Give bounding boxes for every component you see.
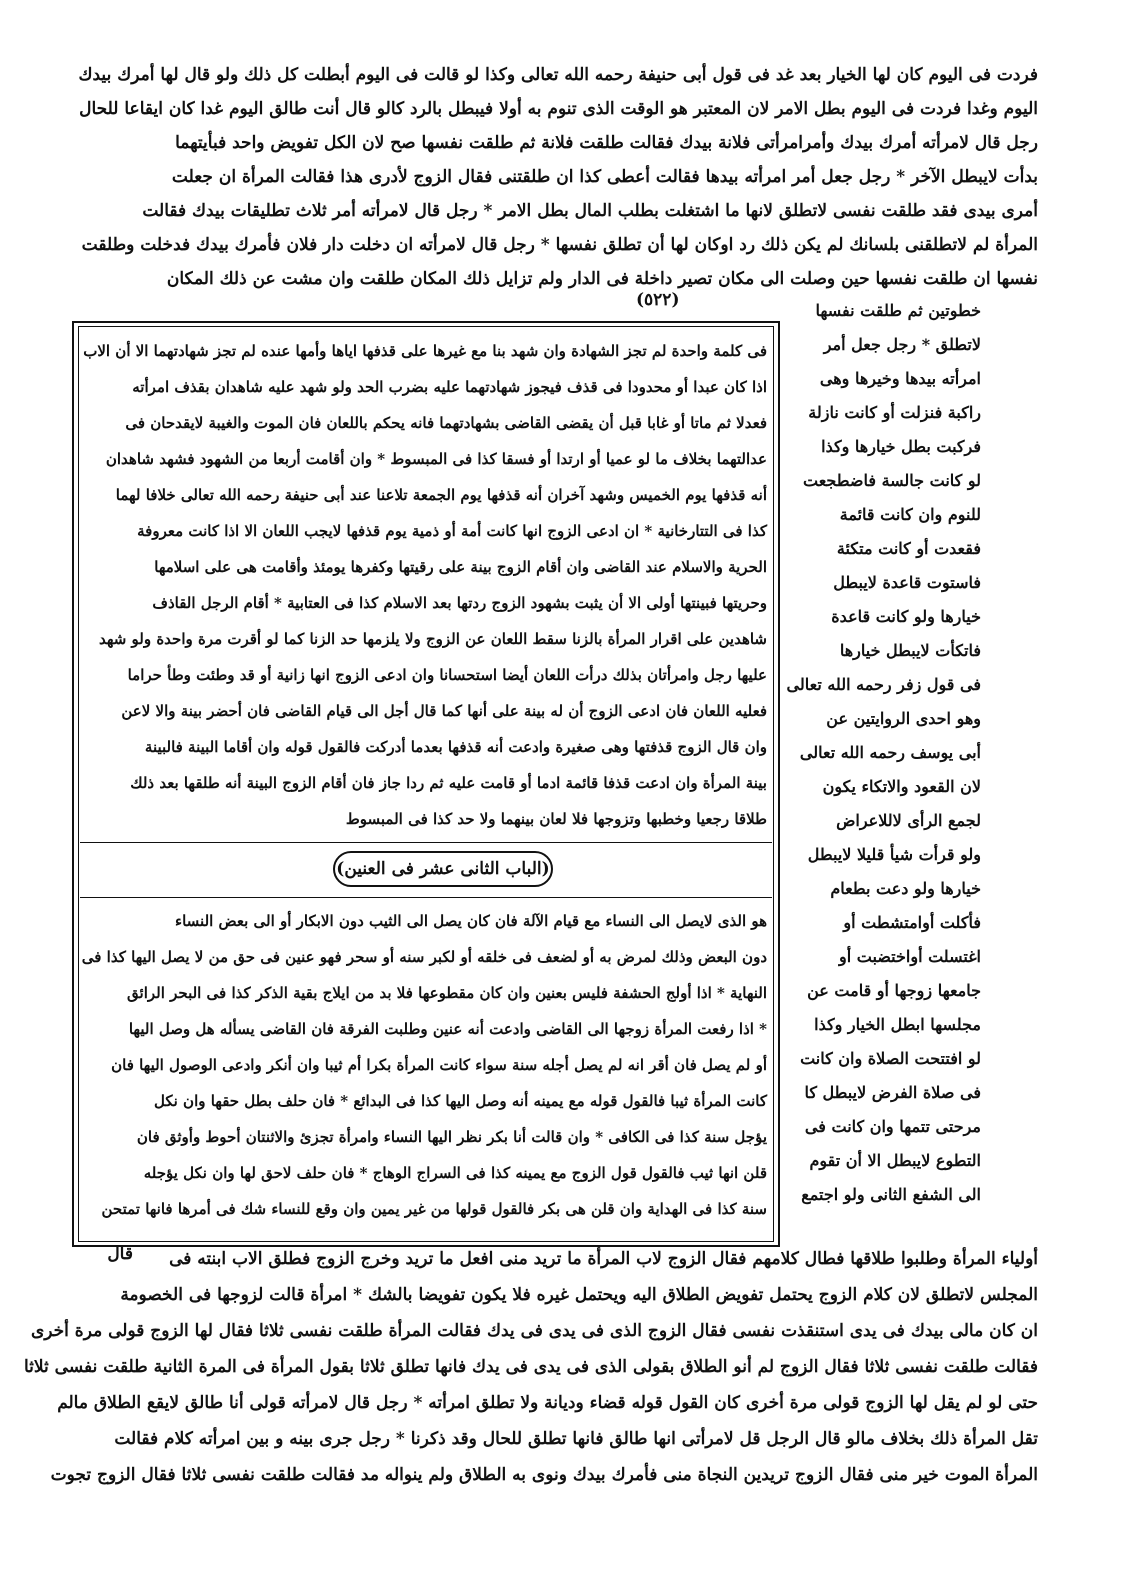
side-line: فقعدت أو كانت متكئة — [836, 539, 981, 558]
bottom-line: المرأة الموت خير منى فقال الزوج تريدين النجاة منى فأمرك بيدك ونوى به الطلاق ولم ينواله مد فقالت طلقت نفسى ثلاثا فقال الزوج تجوت — [50, 1465, 1038, 1485]
side-line: لو افتتحت الصلاة وان كانت — [800, 1049, 981, 1068]
main-line: قلن انها ثيب فالقول قول الزوج مع يمينه كذا فى السراج الوهاج * فان حلف لاحق لها وان نكل يؤجله — [143, 1164, 767, 1182]
divider — [80, 842, 772, 843]
side-line: فى قول زفر رحمه الله تعالى — [786, 675, 981, 694]
side-line: جامعها زوجها أو قامت عن — [807, 981, 981, 1000]
side-line: التطوع لايبطل الا أن تقوم — [809, 1151, 981, 1170]
main-line: هو الذى لايصل الى النساء مع قيام الآلة فان كان يصل الى الثيب دون الابكار أو الى بعض النساء — [175, 912, 767, 930]
chapter-title: (الباب الثانى عشر فى العنين) — [333, 851, 553, 887]
main-line: كذا فى التتارخانية * ان ادعى الزوج انها كانت أمة أو ذمية يوم قذفها لايجب اللعان الا اذا كانت معروفة — [137, 522, 767, 540]
bottom-line: فقالت طلقت نفسى ثلاثا فقال الزوج لم أنو الطلاق بقولى الذى فى يدى فى يدك فانها تطلق ثلاثا بقول المرأة فى المرة الثانية طلقت نفسى ثلاثا — [23, 1357, 1038, 1377]
side-line: ولو قرأت شيأ قليلا لايبطل — [807, 845, 981, 864]
main-line: فى كلمة واحدة لم تجز الشهادة وان شهد بنا مع غيرها على قذفها اياها وأمها عنده لم تجز شهادتهما الا أن الاب — [83, 342, 767, 360]
bottom-tail: قال — [107, 1244, 133, 1264]
main-line: فعدلا ثم ماتا أو غابا قبل أن يقضى القاضى بشهادتهما فانه يحكم باللعان فان الموت والغيبة لايقدحان فى — [125, 414, 767, 432]
side-line: لجمع الرأى لاللاعراض — [836, 811, 981, 830]
side-line: فى صلاة الفرض لايبطل كا — [804, 1083, 981, 1102]
bottom-line: تقل المرأة ذلك بخلاف مالو قال الرجل قل لامرأتى انها طالق فانها تطلق للحال وقد ذكرنا * رجل جرى بينه و بين امرأته كلام فقالت — [114, 1429, 1038, 1449]
top-line: نفسها ان طلقت نفسها حين وصلت الى مكان تصير داخلة فى الدار ولم تزايل ذلك المكان طلقت وان مشت عن ذلك المكان — [166, 269, 1038, 289]
page-number: (٥٢٢) — [636, 290, 680, 310]
main-line: كانت المرأة ثيبا فالقول قوله مع يمينه أنه وصل اليها كذا فى البدائع * فان حلف بطل حقها وان نكل — [154, 1092, 767, 1110]
top-line: بدأت لايبطل الآخر * رجل جعل أمر امرأته بيدها فقالت أعطى كذا ان طلقتنى فقال الزوج لأدرى هذا فقالت المرأة ان جعلت — [171, 167, 1038, 187]
side-line: مرحتى تتمها وان كانت فى — [804, 1117, 981, 1136]
main-line: يؤجل سنة كذا فى الكافى * وان قالت أنا بكر نظر اليها النساء وامرأة تجزئ والاثنتان أحوط وأوثق فان — [136, 1128, 767, 1146]
side-line: مجلسها ابطل الخيار وكذا — [814, 1015, 981, 1034]
main-line: فعليه اللعان فان ادعى الزوج أن له بينة على أنها كما قال أجل الى قيام القاضى فان أحضر بينة والا لاعن — [121, 702, 767, 720]
side-line: فركبت بطل خيارها وكذا — [821, 437, 981, 456]
side-line: أبى يوسف رحمه الله تعالى — [799, 743, 981, 762]
side-line: لان القعود والاتكاء يكون — [822, 777, 981, 796]
main-line: الحرية والاسلام عند القاضى وان أقام الزوج بينة على رقيتها وكفرها يومئذ وأقامت هى على اسلامها — [154, 558, 767, 576]
main-line: * اذا رفعت المرأة زوجها الى القاضى وادعت أنه عنين وطلبت الفرقة فان القاضى يسأله هل وصل اليها — [128, 1020, 767, 1038]
side-line: اغتسلت أواختضبت أو — [839, 947, 981, 966]
side-line: فاستوت قاعدة لايبطل — [833, 573, 981, 592]
main-line: وان قال الزوج قذفتها وهى صغيرة وادعت أنه قذفها بعدما أدركت فالقول قوله وان أقاما البينة فالبينة — [144, 738, 767, 756]
top-line: اليوم وغدا فردت فى اليوم بطل الامر لان المعتبر هو الوقت الذى تنوم به أولا فيبطل بالرد كالو قال أنت طالق اليوم غدا كان ايقاعا للحال — [79, 99, 1038, 119]
side-line: للنوم وان كانت قائمة — [839, 505, 981, 524]
bottom-line: ان كان مالى بيدك فى يدى استنقذت نفسى فقال الزوج الذى فى يدى فى يدك فقالت المرأة طلقت نفسى ثلاثا فقال لها الزوج قولى مرة أخرى — [30, 1321, 1038, 1341]
bottom-line: أولياء المرأة وطلبوا طلاقها فطال كلامهم فقال الزوج لاب المرأة ما تريد منى افعل ما تريد وخرج الزوج فطلق الاب ابنته فى — [169, 1249, 1038, 1269]
bottom-line: حتى لو لم يقل لها الزوج قولى مرة أخرى كان القول قوله قضاء وديانة ولا تطلق امرأته * رجل قال لامرأته قولى أنا طالق لايقع الطلاق مالم — [57, 1393, 1038, 1413]
side-line: لو كانت جالسة فاضطجعت — [803, 471, 981, 490]
side-line: فاتكأت لايبطل خيارها — [839, 641, 981, 660]
side-line: لاتطلق * رجل جعل أمر — [823, 335, 981, 354]
main-line: النهاية * اذا أولج الحشفة فليس بعنين وان كان مقطوعها فلا بد من ايلاج بقية الذكر كذا فى البحر الرائق — [127, 984, 767, 1002]
side-line: خيارها ولو كانت قاعدة — [831, 607, 981, 626]
main-line: سنة كذا فى الهداية وان قلن هى بكر فالقول قولها من غير يمين وان وقع للنساء شك فى أمرها فانها تمتحن — [101, 1200, 767, 1218]
main-line: عليها رجل وامرأتان بذلك درأت اللعان أيضا استحسانا وان ادعى الزوج انها زانية أو قد وطئت وطأ حراما — [127, 666, 767, 684]
bottom-line: المجلس لاتطلق لان كلام الزوج يحتمل تفويض الطلاق اليه ويحتمل غيره فلا يكون تفويضا بالشك * امرأة قالت لزوجها فى الخصومة — [120, 1285, 1038, 1305]
main-line: بينة المرأة وان ادعت قذفا قائمة ادما أو قامت عليه ثم ردا جاز فان أقام الزوج البينة أنه طلقها بعد ذلك — [130, 774, 767, 792]
side-line: امرأته بيدها وخيرها وهى — [819, 369, 981, 388]
main-line: طلاقا رجعيا وخطبها وتزوجها فلا لعان بينهما ولا حد كذا فى المبسوط — [345, 810, 767, 828]
main-line: شاهدين على اقرار المرأة بالزنا سقط اللعان عن الزوج ولا يلزمها حد الزنا كما لو أقرت مرة واحدة ولو شهد — [98, 630, 767, 648]
side-line: راكبة فنزلت أو كانت نازلة — [808, 403, 981, 422]
main-line: أو لم يصل فان أقر انه لم يصل أجله سنة سواء كانت المرأة بكرا أم ثيبا وان أنكر وادعى الوصول اليها فان — [111, 1056, 767, 1074]
top-line: فردت فى اليوم كان لها الخيار بعد غد فى قول أبى حنيفة رحمه الله تعالى وكذا لو قالت فى اليوم أبطلت كل ذلك ولو قال لها أمرك بيدك — [78, 65, 1038, 85]
side-line: وهو احدى الروايتين عن — [826, 709, 981, 728]
side-line: خطوتين ثم طلقت نفسها — [815, 301, 981, 320]
top-line: أمرى بيدى فقد طلقت نفسى لاتطلق لانها ما اشتغلت بطلب المال بطل الامر * رجل قال لامرأته أمر ثلاث تطليقات بيدك فقالت — [142, 201, 1038, 221]
main-line: وحريتها فبينتها أولى الا أن يثبت بشهود الزوج ردتها بعد الاسلام كذا فى العتابية * أقام الرجل القاذف — [152, 594, 767, 612]
divider — [80, 897, 772, 898]
top-line: رجل قال لامرأته أمرك بيدك وأمرامرأتى فلانة بيدك فقالت طلقت فلانة ثم طلقت نفسها صح لان الكل تفويض واحد فبأيتهما — [175, 133, 1038, 153]
side-line: الى الشفع الثانى ولو اجتمع — [801, 1185, 981, 1204]
side-line: خيارها ولو دعت بطعام — [830, 879, 981, 898]
main-line: اذا كان عبدا أو محدودا فى قذف فيجوز شهادتهما عليه بضرب الحد ولو شهد عليه شاهدان بقذف امرأته — [132, 378, 767, 396]
main-line: عدالتهما بخلاف ما لو عميا أو ارتدا أو فسقا كذا فى المبسوط * وان أقامت أربعا من الشهود فشهد شاهدان — [105, 450, 767, 468]
main-line: أنه قذفها يوم الخميس وشهد آخران أنه قذفها يوم الجمعة تلاعنا عند أبى حنيفة رحمه الله تعالى خلافا لهما — [115, 486, 767, 504]
main-line: دون البعض وذلك لمرض به أو لضعف فى خلقه أو لكبر سنه أو سحر فهو عنين فى حق من لا يصل اليها كذا فى — [81, 948, 767, 966]
top-line: المرأة لم لاتطلقنى بلسانك لم يكن ذلك رد اوكان لها أن تطلق نفسها * رجل قال لامرأته ان دخلت دار فلان فأمرك بيدك فدخلت وطلقت — [81, 235, 1038, 255]
side-line: فأكلت أوامتشطت أو — [843, 913, 981, 932]
